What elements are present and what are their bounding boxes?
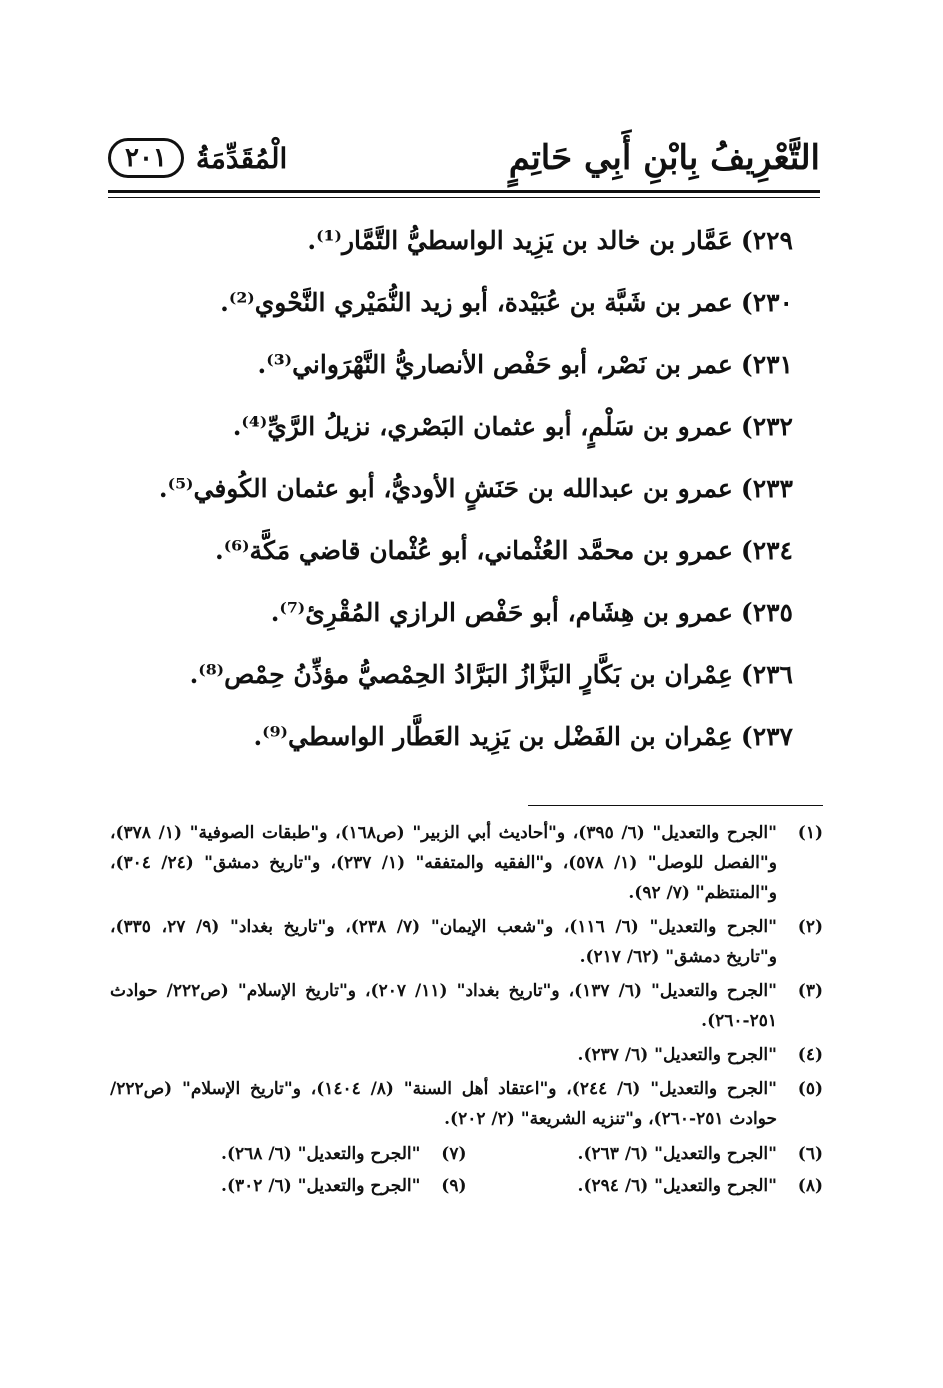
running-title: التَّعْرِيفُ بِابْنِ أَبِي حَاتِمٍ [508,138,820,178]
footnote-number: (٩) [441,1176,467,1196]
footnote-text: "الجرح والتعديل" (٦/ ٣٩٥)، و"أحاديث أبي الزبير" (ص١٦٨)، و"طبقات الصوفية" (١/ ٣٧٨)، و"الفصل للوصل" (١/ ٥٧٨)، و"الفقيه والمتفقه" (١/ ٢٣٧)، و"تاريخ دمشق" (٢٤/ ٣٠٤)، و"المنتظم" (٧/ ٩٢). [110,823,778,903]
entry [100,396,793,458]
footnote [467,1138,824,1170]
footnote-text: "الجرح والتعديل" (٦/ ١١٦)، و"شعب الإيمان" (٧/ ٢٣٨)، و"تاريخ بغداد" (٩/ ٢٧، ٣٣٥)، و"تاريخ دمشق" (٦٢/ ٢١٧). [110,917,778,967]
footnote [110,1040,823,1070]
footnote-number: (٨) [797,1176,823,1196]
footnote-number: (٧) [441,1144,467,1164]
footnote-number: (٣) [797,981,823,1001]
footnote-number: (٥) [797,1079,823,1099]
entry-text: عِمْران بن بَكَّارٍ البَزَّازُ البَرَّادُ الحِمْصيُّ مؤذِّنُ حِمْص⁽⁸⁾. [189,660,733,689]
footnote-separator [528,805,823,806]
footnote-number: (٤) [797,1045,823,1065]
footnote [110,912,823,972]
entry-text: عمر بن نَصْر، أبو حَفْص الأنصاريُّ النَّهْرَواني⁽³⁾. [257,350,733,379]
entry [100,210,793,272]
footnote [110,976,823,1036]
footnote-text: "الجرح والتعديل" (٦/ ٢٤٤)، و"اعتقاد أهل السنة" (٨/ ١٤٠٤)، و"تاريخ الإسلام" (ص٢٢٢/ حوادث ٢٥١-٢٦٠)، و"تنزيه الشريعة" (٢/ ٢٠٢). [110,1079,777,1129]
entry [100,272,793,334]
entry-text: عمرو بن محمَّد العُثْماني، أبو عُثْمان قاضي مَكَّة⁽⁶⁾. [215,536,733,565]
footnote-number: (٢) [797,917,823,937]
footnote-pair [110,1138,823,1170]
entry-number: ٢٣٠) [740,288,793,317]
footnote [110,1170,467,1202]
entry [100,520,793,582]
header-left [108,138,287,178]
entry-number: ٢٣١) [740,350,793,379]
entry-list [100,210,793,768]
entry [100,644,793,706]
footnote-text: "الجرح والتعديل" (٦/ ٢٣٧). [577,1045,777,1065]
section-title: الْمُقَدِّمَةُ [195,141,288,175]
entry-text: عمرو بن عبدالله بن حَنَشٍ الأوديُّ، أبو عثمان الكُوفي⁽⁵⁾. [158,474,733,503]
footnote-number: (١) [797,823,823,843]
footnote [110,1138,467,1170]
header-rule-thick [108,190,820,193]
footnote [110,1074,823,1134]
entry-number: ٢٣٦) [740,660,793,689]
footnote-text: "الجرح والتعديل" (٦/ ٢٦٣). [577,1144,777,1164]
page-number: ٢٠١ [108,138,184,178]
entry-number: ٢٢٩) [740,226,793,255]
entry-text: عمر بن شَبَّة بن عُبَيْدة، أبو زيد النُّمَيْري النَّحْوي⁽²⁾. [220,288,733,317]
entry-number: ٢٣٤) [740,536,793,565]
header-rule-thin [108,197,820,198]
entry-number: ٢٣٥) [740,598,793,627]
entry-text: عمرو بن هِشَام، أبو حَفْص الرازي المُقْرِئ⁽⁷⁾. [270,598,733,627]
footnote-text: "الجرح والتعديل" (٦/ ١٣٧)، و"تاريخ بغداد" (١١/ ٢٠٧)، و"تاريخ الإسلام" (ص٢٢٢/ حوادث ٢٥١-٢٦٠). [110,981,777,1031]
footnote-number: (٦) [797,1144,823,1164]
entry [100,458,793,520]
footnote [467,1170,824,1202]
entry-text: عمرو بن سَلْمٍ، أبو عثمان البَصْري، نزيلُ الرَّيِّ⁽⁴⁾. [232,412,733,441]
entry [100,582,793,644]
entry-text: عَمَّار بن خالد بن يَزِيد الواسطيُّ التَّمَّار⁽¹⁾. [307,226,733,255]
footnote [110,818,823,908]
entry-number: ٢٣٧) [740,722,793,751]
entry-text: عِمْران بن الفَضْل بن يَزِيد العَطَّار الواسطي⁽⁹⁾. [253,722,733,751]
footnote-list [110,818,823,1202]
page-header [108,128,820,188]
footnote-text: "الجرح والتعديل" (٦/ ٣٠٢). [221,1176,421,1196]
entry-number: ٢٣٢) [740,412,793,441]
footnote-text: "الجرح والتعديل" (٦/ ٢٦٨). [221,1144,421,1164]
footnote-text: "الجرح والتعديل" (٦/ ٢٩٤). [577,1176,777,1196]
entry [100,334,793,396]
entry [100,706,793,768]
entry-number: ٢٣٣) [740,474,793,503]
footnote-pair [110,1170,823,1202]
